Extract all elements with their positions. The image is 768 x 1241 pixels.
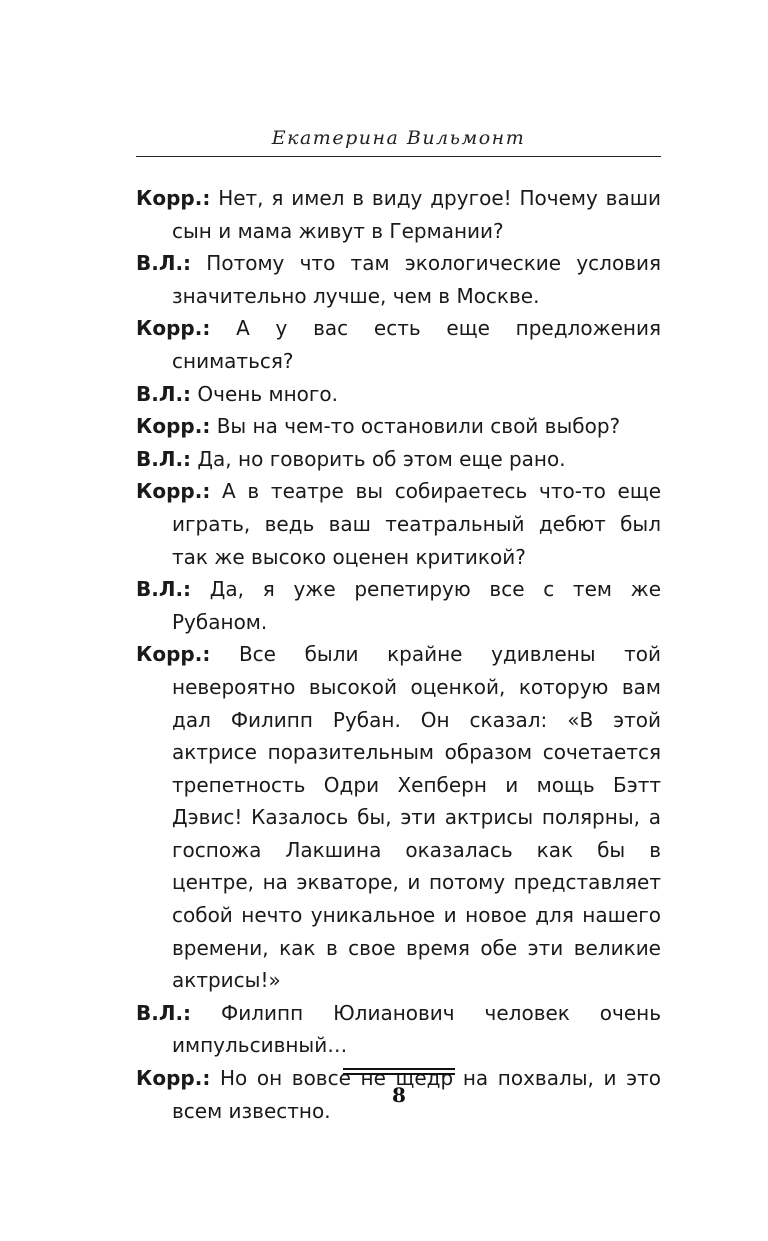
header-divider <box>136 156 661 157</box>
speaker-label: Корр.: <box>136 414 211 439</box>
dialogue-text: Очень много. <box>197 381 339 406</box>
speaker-label: Корр.: <box>136 642 211 667</box>
speaker-label: Корр.: <box>136 1066 211 1091</box>
dialogue-text: А у вас есть еще предложения сниматься? <box>172 316 661 373</box>
dialogue-text: Филипп Юлианович человек очень импульсивный… <box>172 1000 662 1058</box>
speaker-label: В.Л.: <box>136 381 192 406</box>
running-header-title: Екатерина Вильмонт <box>271 127 526 149</box>
dialogue-entry <box>136 182 661 247</box>
speaker-label: В.Л.: <box>136 1000 192 1025</box>
footer-ornament-rule-top <box>343 1068 455 1070</box>
page-number: 8 <box>392 1083 406 1107</box>
dialogue-text: Но он вовсе не щедр на похвалы, и это всем известно. <box>172 1066 661 1123</box>
dialogue-entry <box>136 475 661 573</box>
dialogue-text: Да, но говорить об этом еще рано. <box>197 446 566 471</box>
dialogue-entry <box>136 443 661 476</box>
dialogue-text: Нет, я имел в виду другое! Почему ваши сын и мама живут в Германии? <box>172 186 662 243</box>
page-body <box>136 182 661 1127</box>
dialogue-entry <box>136 410 661 443</box>
footer-ornament-rule-bottom <box>343 1073 455 1075</box>
dialogue-text: Все были крайне удивлены той невероятно высокой оценкой, которую вам дал Филипп Рубан. Он сказал: «В этой актрисе поразительным образом сочетается трепетность Одри Хепберн и мощь Бэтт Дэвис! Казалось бы, эти актрисы полярны, а госпожа Лакшина оказалась как бы в центре, на экваторе, и потому представляет собой нечто уникальное и новое для нашего времени, как в свое время обе эти великие актрисы!» <box>172 642 661 993</box>
dialogue-entry <box>136 378 661 411</box>
dialogue-text: Вы на чем-то остановили свой выбор? <box>216 414 621 439</box>
dialogue-text: А в театре вы собираетесь что-то еще играть, ведь ваш театральный дебют был так же высоко оценен критикой? <box>172 479 662 569</box>
speaker-label: Корр.: <box>136 479 211 504</box>
speaker-label: В.Л.: <box>136 251 192 276</box>
dialogue-entry <box>136 312 661 377</box>
dialogue-entry <box>136 247 661 312</box>
dialogue-text: Да, я уже репетирую все с тем же Рубаном. <box>172 577 662 634</box>
dialogue-entry <box>136 573 661 638</box>
speaker-label: В.Л.: <box>136 446 192 471</box>
dialogue-entry <box>136 638 661 997</box>
speaker-label: Корр.: <box>136 186 211 210</box>
dialogue-entry <box>136 997 661 1062</box>
dialogue-text: Потому что там экологические условия значительно лучше, чем в Москве. <box>172 251 661 308</box>
speaker-label: Корр.: <box>136 316 211 341</box>
speaker-label: В.Л.: <box>136 577 192 602</box>
